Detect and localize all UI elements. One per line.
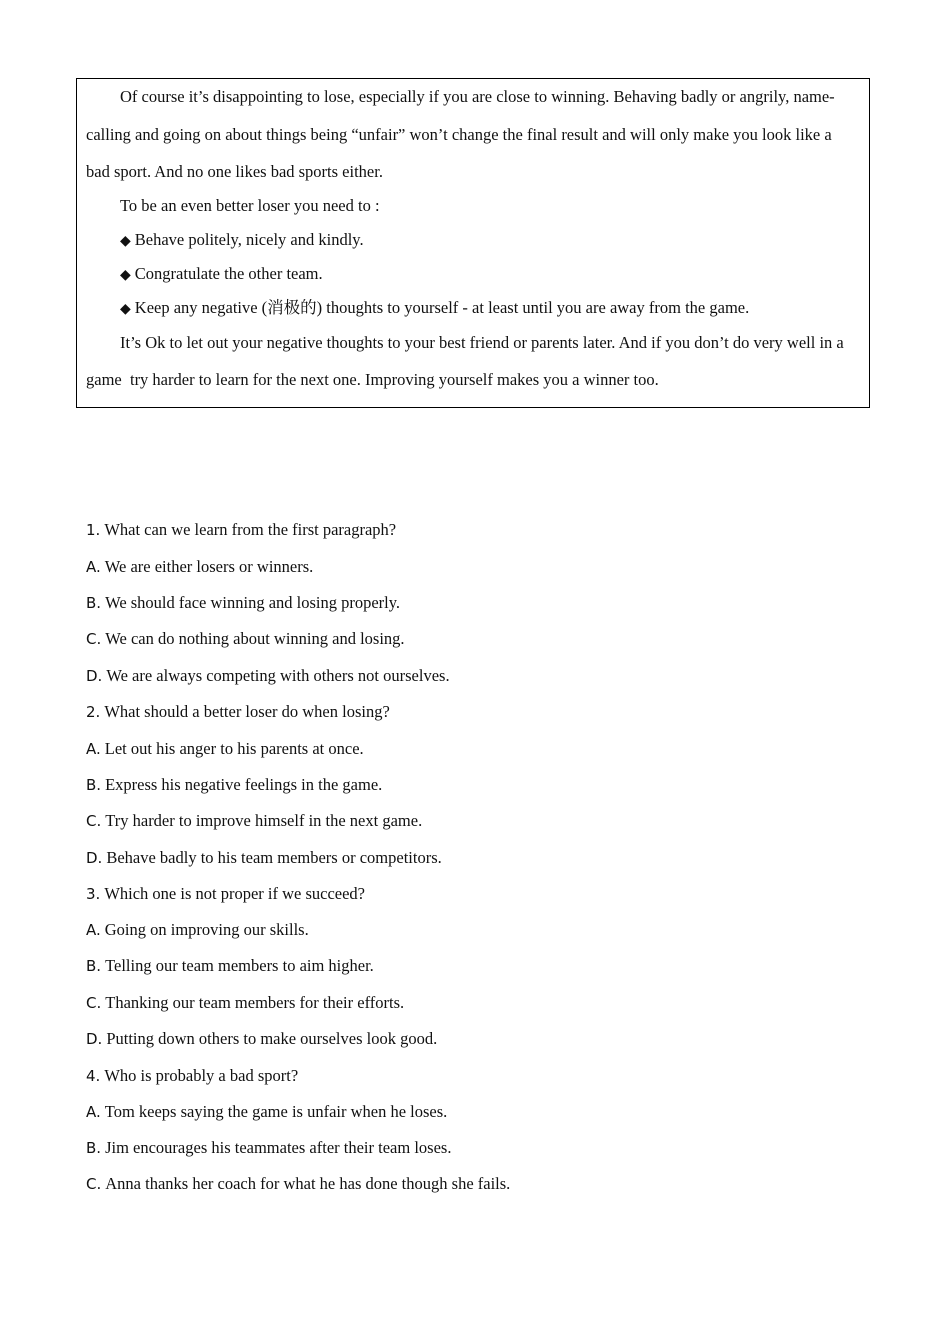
passage-bullet [120,298,749,320]
option-text: Express his negative feelings in the game. [105,775,383,794]
question-3-option-a [86,920,309,940]
question-1-option-b [86,593,400,613]
option-text: Going on improving our skills. [104,920,309,939]
option-text: Anna thanks her coach for what he has done though she fails. [105,1174,511,1193]
option-label: B. [86,1139,102,1157]
option-label: A. [86,740,101,758]
option-label: D. [86,849,103,867]
option-text: We are always competing with others not ourselves. [106,666,450,685]
diamond-bullet-icon: ◆ [120,302,131,317]
option-text: We can do nothing about winning and losing. [105,629,405,648]
question-2-option-c [86,811,422,831]
option-label: B. [86,957,102,975]
option-label: A. [86,1103,101,1121]
question-text: Which one is not proper if we succeed? [104,884,366,903]
diamond-bullet-icon: ◆ [120,268,131,283]
option-text: Let out his anger to his parents at once. [104,739,364,758]
question-number: 1. [86,521,101,539]
passage-last-line-1: It’s Ok to let out your negative thoughts to your best friend or parents later. And if you don’t do very well in a [120,333,844,352]
question-4 [86,1066,298,1086]
option-label: D. [86,1030,103,1048]
option-text: Jim encourages his teammates after their team loses. [105,1138,452,1157]
bullet-text: Congratulate the other team. [134,264,323,283]
question-number: 2. [86,703,101,721]
question-number: 3. [86,885,101,903]
passage-bullet [120,264,323,286]
option-label: D. [86,667,103,685]
question-1-option-d [86,666,450,686]
passage-box [76,78,870,408]
option-label: C. [86,630,102,648]
question-2-option-b [86,775,382,795]
bullet-text: Keep any negative (消极的) thoughts to yourself - at least until you are away from the game. [134,298,750,317]
option-text: Behave badly to his team members or competitors. [106,848,442,867]
option-text: We should face winning and losing properly. [105,593,401,612]
option-label: A. [86,558,101,576]
question-text: What can we learn from the first paragraph? [104,520,397,539]
option-text: Try harder to improve himself in the next game. [105,811,423,830]
passage-p1-line-3: bad sport. And no one likes bad sports either. [86,162,383,181]
question-text: Who is probably a bad sport? [104,1066,299,1085]
option-text: We are either losers or winners. [104,557,314,576]
option-label: C. [86,994,102,1012]
option-label: B. [86,594,102,612]
question-1-option-a [86,557,313,577]
question-3-option-d [86,1029,437,1049]
passage-last-line-2: game try harder to learn for the next one. Improving yourself makes you a winner too. [86,370,659,389]
bullet-text: Behave politely, nicely and kindly. [134,230,364,249]
passage-bullet [120,230,364,252]
diamond-bullet-icon: ◆ [120,234,131,249]
question-4-option-a [86,1102,447,1122]
option-label: B. [86,776,102,794]
passage-p1-line-1: Of course it’s disappointing to lose, especially if you are close to winning. Behaving badly or angrily, name- [120,87,835,106]
question-4-option-c [86,1174,510,1194]
question-number: 4. [86,1067,101,1085]
question-3-option-c [86,993,404,1013]
question-4-option-b [86,1138,451,1158]
option-label: A. [86,921,101,939]
question-3-option-b [86,956,374,976]
passage-intro: To be an even better loser you need to : [120,196,380,215]
option-text: Thanking our team members for their efforts. [105,993,405,1012]
question-2-option-a [86,739,364,759]
question-1 [86,520,396,540]
question-1-option-c [86,629,405,649]
question-3 [86,884,365,904]
question-text: What should a better loser do when losing? [104,702,390,721]
question-2-option-d [86,848,442,868]
option-label: C. [86,1175,102,1193]
question-2 [86,702,390,722]
option-text: Tom keeps saying the game is unfair when he loses. [104,1102,448,1121]
option-text: Telling our team members to aim higher. [105,956,374,975]
option-label: C. [86,812,102,830]
passage-p1-line-2: calling and going on about things being “unfair” won’t change the final result and will only make you look like a [86,125,832,144]
option-text: Putting down others to make ourselves look good. [106,1029,438,1048]
